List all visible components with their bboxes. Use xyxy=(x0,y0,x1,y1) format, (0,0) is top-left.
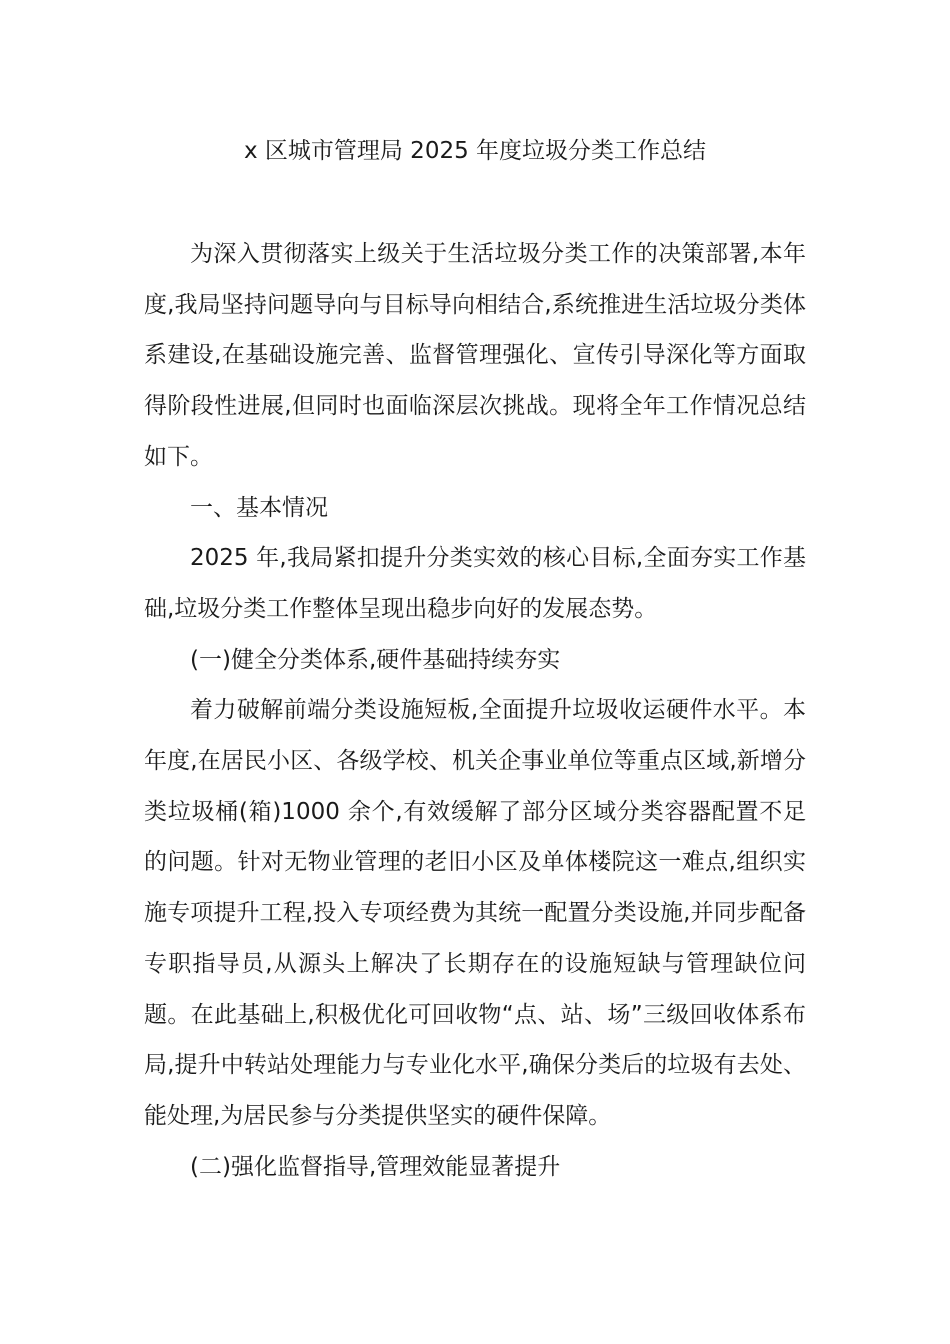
subsection-paragraph-classification-system: 着力破解前端分类设施短板,全面提升垃圾收运硬件水平。本年度,在居民小区、各级学校、机关企事业单位等重点区域,新增分类垃圾桶(箱)1000 余个,有效缓解了部分区域分类容器配置不足的问题。针对无物业管理的老旧小区及单体楼院这一难点,组织实施专项提升工程,投入专项经费为其统一配置分类设施,并同步配备专职指导员,从源头上解决了长期存在的设施短缺与管理缺位问题。在此基础上,积极优化可回收物“点、站、场”三级回收体系布局,提升中转站处理能力与专业化水平,确保分类后的垃圾有去处、能处理,为居民参与分类提供坚实的硬件保障。 xyxy=(144,697,806,1129)
subsection-heading-supervision: (二)强化监督指导,管理效能显著提升 xyxy=(190,1153,561,1180)
subsection-heading-classification-system: (一)健全分类体系,硬件基础持续夯实 xyxy=(190,646,561,673)
section-heading-basic-situation: 一、基本情况 xyxy=(190,494,328,521)
document-body xyxy=(144,229,806,1192)
intro-paragraph: 为深入贯彻落实上级关于生活垃圾分类工作的决策部署,本年度,我局坚持问题导向与目标导向相结合,系统推进生活垃圾分类体系建设,在基础设施完善、监督管理强化、宣传引导深化等方面取得阶段性进展,但同时也面临深层次挑战。现将全年工作情况总结如下。 xyxy=(144,241,806,470)
section-paragraph-basic-situation: 2025 年,我局紧扣提升分类实效的核心目标,全面夯实工作基础,垃圾分类工作整体呈现出稳步向好的发展态势。 xyxy=(144,545,806,622)
document-title: x 区城市管理局 2025 年度垃圾分类工作总结 xyxy=(243,138,707,164)
